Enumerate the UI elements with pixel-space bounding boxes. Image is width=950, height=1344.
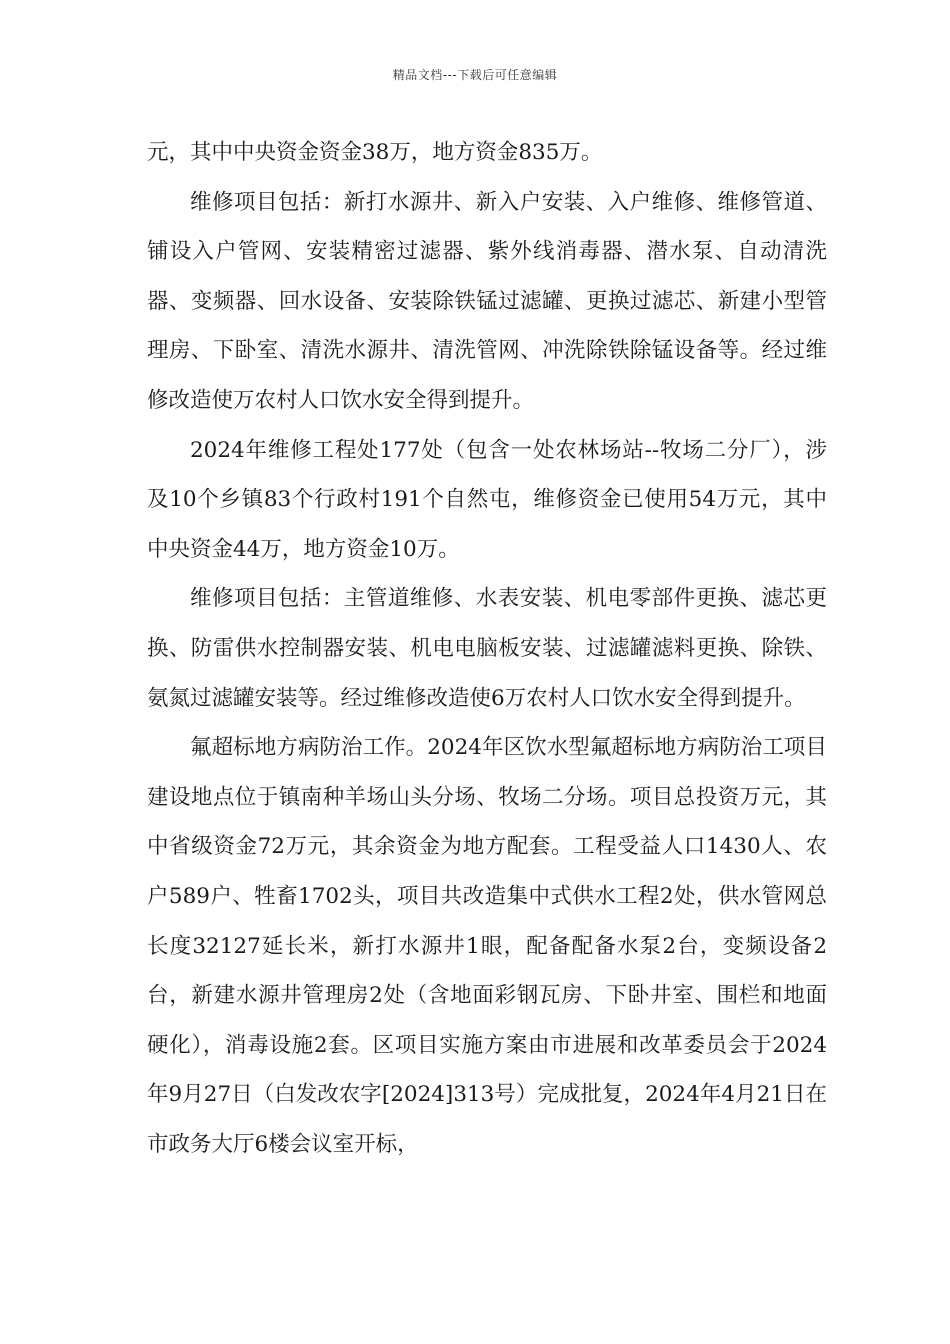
document-body — [147, 128, 827, 1169]
paragraph-repair-items-2: 维修项目包括：主管道维修、水表安装、机电零部件更换、滤芯更换、防雷供水控制器安装、机电电脑板安装、过滤罐滤料更换、除铁、氨氮过滤罐安装等。经过维修改造使6万农村人口饮水安全得到提升。 — [147, 586, 827, 711]
paragraph-continuation: 元，其中中央资金资金38万，地方资金835万。 — [147, 140, 603, 165]
paragraph-fluoride-prevention: 氟超标地方病防治工作。2024年区饮水型氟超标地方病防治工项目建设地点位于镇南种羊场山头分场、牧场二分场。项目总投资万元，其中省级资金72万元，其余资金为地方配套。工程受益人口1430人、农户589户、牲畜1702头，项目共改造集中式供水工程2处，供水管网总长度32127延长米，新打水源井1眼，配备配备水泵2台，变频设备2台，新建水源井管理房2处（含地面彩钢瓦房、下卧井室、围栏和地面硬化），消毒设施2套。区项目实施方案由市进展和改革委员会于2024年9月27日（白发改农字[2024]313号）完成批复，2024年4月21日在市政务大厅6楼会议室开标， — [147, 735, 827, 1157]
paragraph-2024-repair-project: 2024年维修工程处177处（包含一处农林场站--牧场二分厂），涉及10个乡镇83个行政村191个自然屯，维修资金已使用54万元，其中中央资金44万，地方资金10万。 — [147, 437, 827, 562]
paragraph-repair-items-1: 维修项目包括：新打水源井、新入户安装、入户维修、维修管道、铺设入户管网、安装精密过滤器、紫外线消毒器、潜水泵、自动清洗器、变频器、回水设备、安装除铁锰过滤罐、更换过滤芯、新建小型管理房、下卧室、清洗水源井、清洗管网、冲洗除铁除锰设备等。经过维修改造使万农村人口饮水安全得到提升。 — [147, 189, 827, 413]
page-header: 精品文档---下载后可任意编辑 — [392, 68, 558, 82]
